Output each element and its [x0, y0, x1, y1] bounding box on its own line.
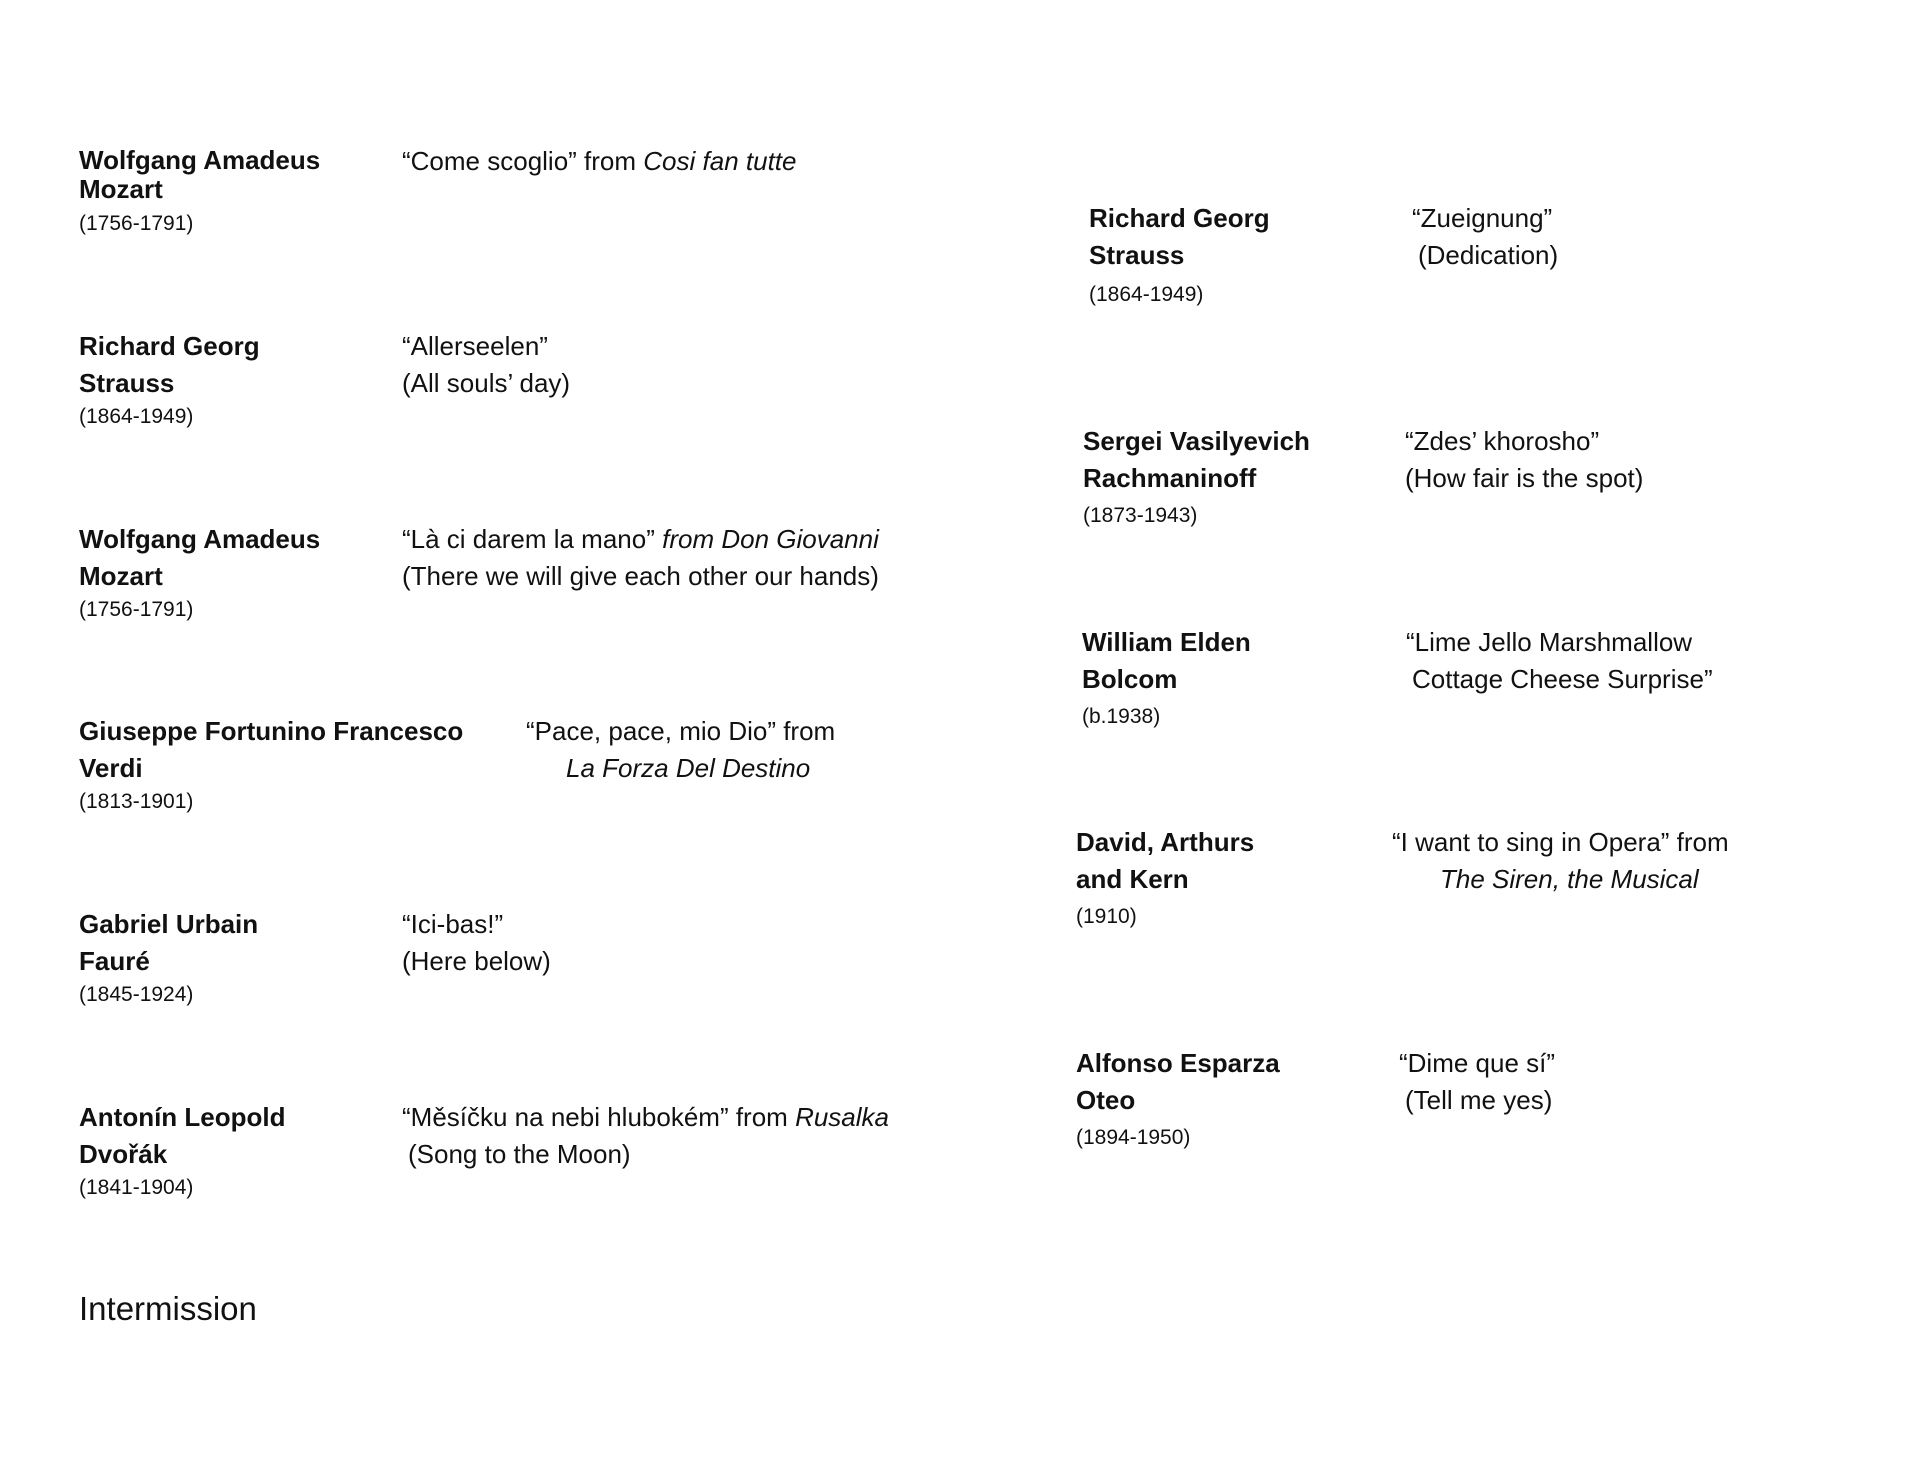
composer-name: Alfonso Esparza Oteo [1076, 1048, 1280, 1115]
composer-name: Wolfgang Amadeus Mozart [79, 524, 321, 591]
composer-dates: (1841-1904) [79, 1176, 194, 1199]
work-title: “Lime Jello Marshmallow Cottage Cheese Surprise” [1406, 627, 1713, 694]
work-title: “I want to sing in Opera” from The Siren, the Musical [1392, 827, 1729, 894]
work-title: “Allerseelen” (All souls’ day) [402, 331, 571, 398]
composer-name: Giuseppe Fortunino Francesco Verdi [79, 716, 464, 783]
composer-name: Gabriel Urbain Fauré [79, 909, 259, 976]
composer-dates: (1873-1943) [1083, 504, 1198, 527]
work-title: “Là ci darem la mano” from Don Giovanni (There we will give each other our hands) [402, 524, 879, 591]
composer-dates: (1756-1791) [79, 598, 194, 621]
composer-name: William Elden Bolcom [1082, 627, 1251, 694]
composer-dates: (1910) [1076, 905, 1137, 928]
work-title: “Come scoglio” from Cosi fan tutte [402, 146, 797, 176]
work-title: “Dime que sí” (Tell me yes) [1399, 1048, 1556, 1115]
work-title: “Ici-bas!” (Here below) [402, 909, 551, 976]
work-title: “Zueignung” (Dedication) [1412, 203, 1559, 270]
composer-dates: (b.1938) [1082, 705, 1161, 728]
composer-name: Sergei Vasilyevich Rachmaninoff [1083, 426, 1310, 493]
composer-name: David, Arthurs and Kern [1076, 827, 1255, 894]
composer-dates: (1894-1950) [1076, 1126, 1191, 1149]
composer-dates: (1813-1901) [79, 790, 194, 813]
composer-dates: (1864-1949) [1089, 283, 1204, 306]
composer-name: Richard Georg Strauss [1089, 203, 1270, 270]
composer-dates: (1845-1924) [79, 983, 194, 1006]
composer-name: Richard Georg Strauss [79, 331, 260, 398]
work-title: “Měsíčku na nebi hlubokém” from Rusalka (Song to the Moon) [402, 1102, 889, 1169]
intermission-heading: Intermission [79, 1290, 257, 1327]
composer-name: Antonín Leopold Dvořák [79, 1102, 286, 1169]
composer-dates: (1864-1949) [79, 405, 194, 428]
work-title: “Pace, pace, mio Dio” from La Forza Del Destino [526, 716, 836, 783]
composer-name: Wolfgang Amadeus Mozart [79, 145, 321, 204]
work-title: “Zdes’ khorosho” (How fair is the spot) [1405, 426, 1644, 493]
composer-dates: (1756-1791) [79, 212, 194, 235]
